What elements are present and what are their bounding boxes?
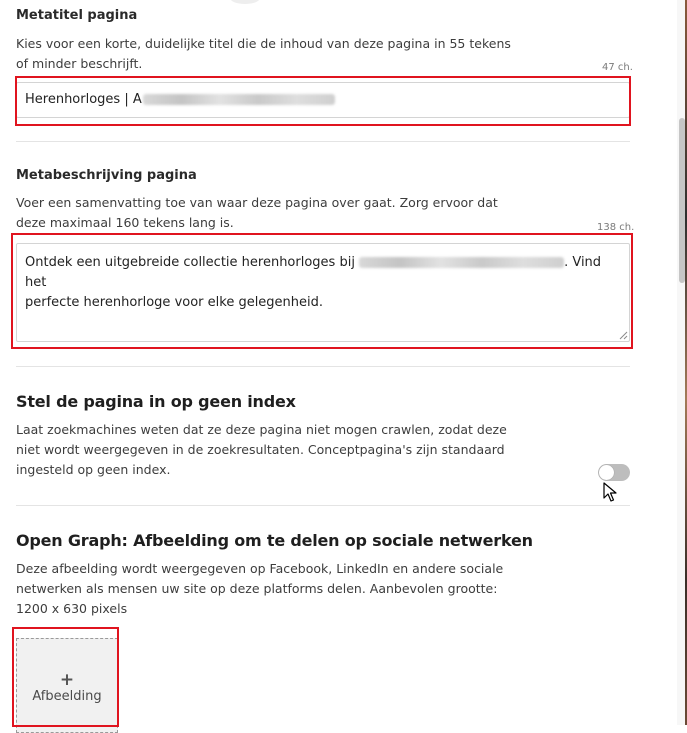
meta-description-highlight	[11, 233, 633, 349]
divider	[16, 141, 630, 142]
meta-title-label: Metatitel pagina	[16, 8, 138, 23]
meta-description-label: Metabeschrijving pagina	[16, 168, 197, 183]
toggle-knob	[599, 465, 614, 480]
open-graph-description: Deze afbeelding wordt weergegeven op Facebook, LinkedIn en andere sociale netwerken als mensen uw site op deze platforms delen. Aanbevolen grootte: 1200 x 630 pixels	[16, 561, 504, 616]
meta-title-counter: 47 ch.	[602, 62, 633, 73]
open-graph-heading: Open Graph: Afbeelding om te delen op sociale netwerken	[16, 531, 533, 550]
meta-title-value: Herenhorloges | A	[25, 92, 142, 107]
meta-title-highlight	[15, 76, 631, 126]
upload-label: Afbeelding	[32, 689, 102, 704]
meta-description-line2: perfecte herenhorloge voor elke gelegenheid.	[25, 295, 324, 310]
plus-icon: +	[59, 670, 75, 690]
noindex-toggle[interactable]	[598, 464, 630, 481]
upload-highlight	[12, 627, 119, 727]
divider	[16, 505, 630, 506]
meta-title-description: Kies voor een korte, duidelijke titel die de inhoud van deze pagina in 55 tekens of minder beschrijft.	[16, 36, 511, 71]
noindex-description: Laat zoekmachines weten dat ze deze pagina niet mogen crawlen, zodat deze niet wordt weergegeven in de zoekresultaten. Conceptpagina's zijn standaard ingesteld op geen index.	[16, 422, 507, 477]
top-decoration	[230, 0, 260, 4]
noindex-heading: Stel de pagina in op geen index	[16, 392, 296, 411]
meta-description-counter: 138 ch.	[597, 222, 635, 233]
divider	[16, 366, 630, 367]
meta-description-text: Voer een samenvatting toe van waar deze pagina over gaat. Zorg ervoor dat deze maximaal 160 tekens lang is.	[16, 195, 498, 230]
meta-description-value-part1: Ontdek een uitgebreide collectie herenhorloges bij	[25, 255, 355, 270]
mouse-cursor-icon	[603, 482, 619, 502]
meta-description-value-part2: . Vind het	[25, 255, 602, 290]
